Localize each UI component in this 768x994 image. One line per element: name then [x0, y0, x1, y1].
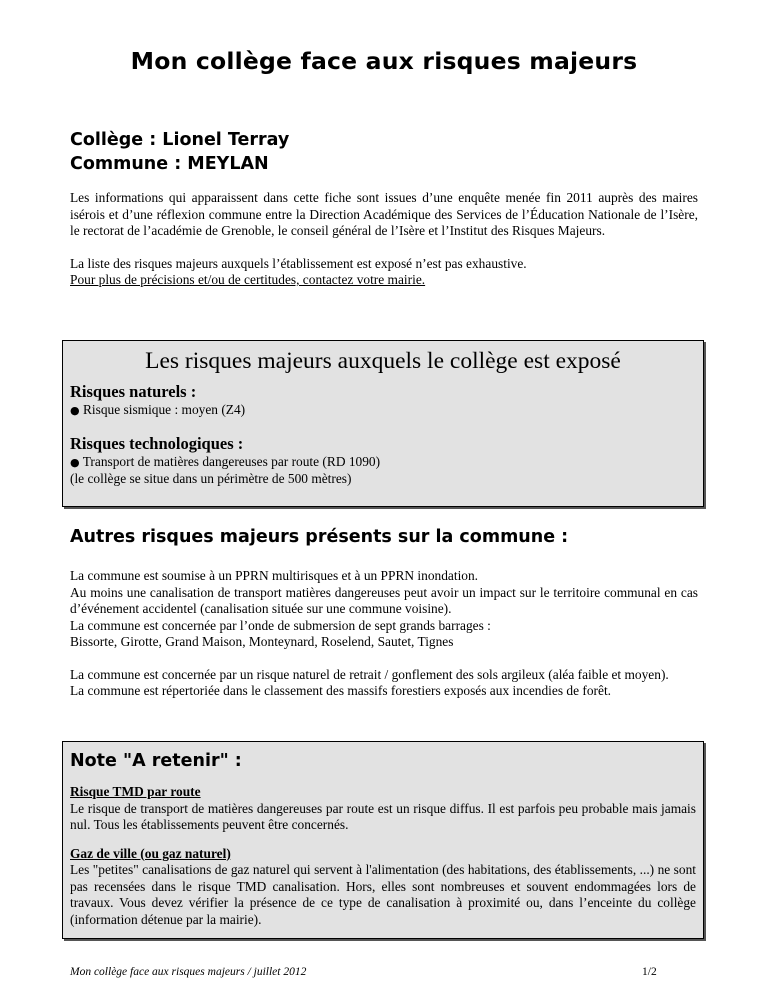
autres-line: La commune est soumise à un PPRN multirisques et à un PPRN inondation. — [70, 568, 479, 583]
gaz-heading: Gaz de ville (ou gaz naturel) — [70, 845, 231, 861]
tmd-text: Le risque de transport de matières dangereuses par route est un risque diffus. Il est parfois peu probable mais jamais nul. Tous les établissements peuvent être concernés. — [70, 800, 696, 832]
bullet-icon: ● — [70, 455, 80, 469]
autres-title: Autres risques majeurs présents sur la commune : — [70, 527, 569, 547]
autres-line: Au moins une canalisation de transport matières dangereuses peut avoir un impact sur le territoire communal en cas d’événement accidentel (canalisation située sur une commune voisine). — [70, 584, 698, 616]
autres-line: Bissorte, Girotte, Grand Maison, Monteynard, Roselend, Sautet, Tignes — [70, 634, 454, 649]
note-box-body — [70, 784, 696, 928]
contact-mairie-note: Pour plus de précisions et/ou de certitudes, contactez votre mairie. — [70, 272, 426, 287]
list-item — [70, 454, 703, 472]
autres-line: La commune est concernée par l’onde de submersion de sept grands barrages : — [70, 617, 491, 633]
intro-paragraph: Les informations qui apparaissent dans cette fiche sont issues d’une enquête menée fin 2011 auprès des maires isérois et d’une réflexion commune entre la Direction Académique des Services de l’Éducation Nationale de l’Isère, le rectorat de l’académie de Grenoble, le conseil général de l’Isère et l’Institut des Risques Majeurs. — [70, 190, 698, 238]
footer-text: Mon collège face aux risques majeurs / juillet 2012 — [70, 966, 307, 978]
bullet-icon: ● — [70, 404, 80, 417]
techno-risk: Transport de matières dangereuses par route (RD 1090) — [82, 453, 381, 469]
page-title: Mon collège face aux risques majeurs — [130, 47, 638, 75]
naturel-risk: Risque sismique : moyen (Z4) — [82, 402, 246, 417]
risques-box-title: Les risques majeurs auxquels le collège est exposé — [145, 348, 621, 374]
page-number: 1/2 — [642, 966, 657, 978]
college-name: Collège : Lionel Terray — [70, 130, 290, 150]
risques-box — [62, 340, 704, 507]
naturels-heading: Risques naturels : — [70, 382, 197, 401]
exhaustive-note: La liste des risques majeurs auxquels l’établissement est exposé n’est pas exhaustive. — [70, 255, 527, 271]
commune-name: Commune : MEYLAN — [70, 154, 269, 174]
autres-section — [70, 568, 698, 700]
techno-heading: Risques technologiques : — [70, 433, 244, 453]
techno-note: (le collège se situe dans un périmètre de 500 mètres) — [70, 471, 352, 486]
gaz-text: Les "petites" canalisations de gaz naturel qui servent à l'alimentation (des habitations, des établissements, ...) ne sont pas recensées dans le risque TMD canalisation. Hors, elles sont nombreuses et souvent endommagées lors de travaux. Vous devez vérifier la présence de ce type de canalisation à proximité ou, dans l’enceinte du collège (information détenue par la mairie). — [70, 862, 696, 927]
tmd-heading: Risque TMD par route — [70, 784, 201, 799]
note-box — [62, 741, 704, 939]
autres-line: La commune est concernée par un risque naturel de retrait / gonflement des sols argileux (aléa faible et moyen). — [70, 666, 669, 682]
list-item — [70, 402, 703, 420]
note-box-title: Note "A retenir" : — [70, 751, 242, 771]
autres-line: La commune est répertoriée dans le classement des massifs forestiers exposés aux incendies de forêt. — [70, 683, 612, 698]
intro-section — [70, 190, 698, 289]
college-info — [70, 128, 289, 176]
